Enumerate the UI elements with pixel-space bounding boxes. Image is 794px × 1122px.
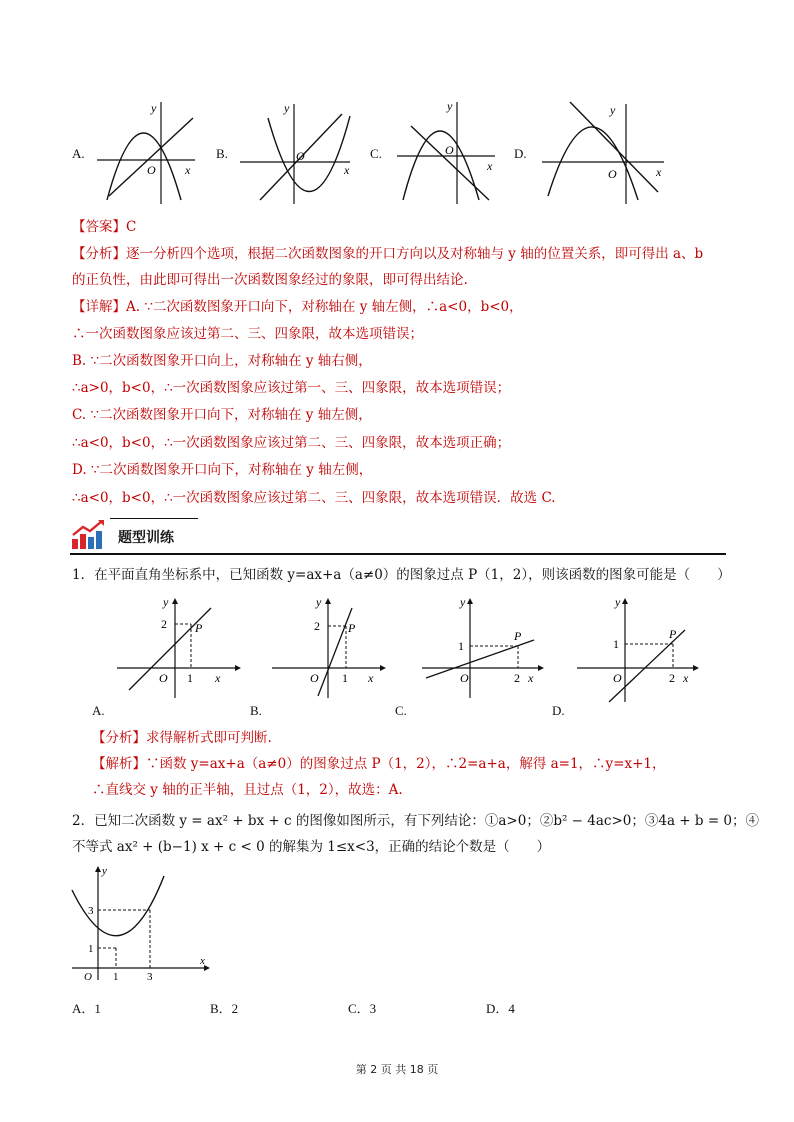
svg-text:2: 2 bbox=[314, 619, 320, 633]
svg-text:y: y bbox=[460, 595, 466, 609]
q2-choice-c[interactable]: C．3 bbox=[348, 1001, 377, 1016]
svg-text:x: x bbox=[487, 159, 493, 173]
option-b-label: B. bbox=[216, 146, 228, 161]
svg-text:y: y bbox=[610, 103, 616, 117]
parabola-curve bbox=[107, 133, 181, 200]
q1-solution-1: 【解析】∵函数 y=ax+a（a≠0）的图象过点 P（1，2），∴2=a+a，解得 a=1，∴y=x+1， bbox=[92, 756, 666, 772]
svg-text:2: 2 bbox=[161, 617, 167, 631]
q2-choice-d[interactable]: D．4 bbox=[486, 1001, 515, 1016]
analysis-line-1: 【分析】逐一分析四个选项，根据二次函数图象的开口方向以及对称轴与 y 轴的位置关系，即可得出 a、b bbox=[72, 246, 704, 262]
origin-label: O bbox=[147, 163, 156, 177]
q1-graph-c bbox=[420, 590, 550, 700]
svg-text:1: 1 bbox=[458, 639, 464, 653]
svg-text:P: P bbox=[348, 621, 356, 635]
analysis-line-2: 的正负性，由此即可得出一次函数图象经过的象限，即可得出结论. bbox=[72, 272, 468, 288]
svg-text:O: O bbox=[296, 149, 305, 163]
q1-solution-2: ∴直线交 y 轴的正半轴，且过点（1，2），故选：A. bbox=[92, 782, 403, 798]
svg-text:y: y bbox=[284, 101, 290, 115]
svg-text:y: y bbox=[102, 865, 107, 877]
detail-line-4: ∴a>0，b<0，∴一次函数图象应该过第一、三、四象限，故本选项错误； bbox=[72, 380, 511, 396]
page-footer: 第 2 页 共 18 页 bbox=[355, 1063, 439, 1076]
q1-graph-b bbox=[270, 590, 390, 700]
svg-text:x: x bbox=[656, 165, 662, 179]
q1-analysis: 【分析】求得解析式即可判断. bbox=[92, 730, 272, 746]
svg-text:1: 1 bbox=[613, 637, 619, 651]
svg-text:x: x bbox=[683, 671, 689, 685]
svg-text:P: P bbox=[195, 621, 203, 635]
svg-text:y: y bbox=[447, 99, 453, 113]
top-graph-a bbox=[95, 96, 205, 206]
svg-text:3: 3 bbox=[147, 971, 153, 982]
svg-text:2: 2 bbox=[669, 671, 675, 685]
svg-text:x: x bbox=[528, 671, 534, 685]
svg-text:y: y bbox=[316, 595, 322, 609]
detail-line-5: C. ∵二次函数图象开口向下，对称轴在 y 轴左侧， bbox=[72, 407, 372, 423]
q2-choice-a[interactable]: A．1 bbox=[72, 1001, 101, 1016]
svg-text:O: O bbox=[445, 143, 454, 157]
svg-text:2: 2 bbox=[514, 671, 520, 685]
top-graph-b bbox=[238, 96, 358, 206]
detail-line-6: ∴a<0，b<0，∴一次函数图象应该过第二、三、四象限，故本选项正确； bbox=[72, 435, 511, 451]
svg-text:3: 3 bbox=[88, 905, 94, 917]
detail-line-7: D. ∵二次函数图象开口向下，对称轴在 y 轴左侧， bbox=[72, 462, 373, 478]
q1-option-b[interactable]: B. bbox=[250, 703, 262, 718]
svg-text:O: O bbox=[159, 671, 168, 685]
q2-stem-1: 2．已知二次函数 y = ax² + bx + c 的图像如图所示，有下列结论：①a>0；②b² − 4ac>0；③4a + b = 0；④ bbox=[72, 813, 760, 829]
q1-stem: 1．在平面直角坐标系中，已知函数 y=ax+a（a≠0）的图象过点 P（1，2），则该函数的图象可能是（ ） bbox=[72, 567, 731, 583]
bar-chart-icon bbox=[70, 517, 110, 551]
top-graph-d bbox=[540, 96, 670, 206]
section-title: 题型训练 bbox=[118, 530, 174, 546]
detail-line-8: ∴a<0，b<0，∴一次函数图象应该过第二、三、四象限，故本选项错误．故选 C. bbox=[72, 490, 556, 506]
axis-y-label: y bbox=[151, 101, 157, 115]
svg-text:O: O bbox=[460, 671, 469, 685]
q1-graph-d bbox=[575, 590, 705, 710]
q1-option-d[interactable]: D. bbox=[552, 703, 565, 718]
svg-text:O: O bbox=[608, 167, 617, 181]
svg-text:O: O bbox=[613, 671, 622, 685]
svg-text:1: 1 bbox=[187, 671, 193, 685]
q1-option-a[interactable]: A. bbox=[92, 703, 105, 718]
q2-parabola-graph bbox=[68, 862, 218, 982]
svg-text:x: x bbox=[200, 955, 205, 967]
detail-line-3: B. ∵二次函数图象开口向上，对称轴在 y 轴右侧， bbox=[72, 353, 372, 369]
svg-text:y: y bbox=[163, 595, 169, 609]
svg-text:x: x bbox=[368, 671, 374, 685]
q1-graph-a bbox=[115, 590, 245, 700]
svg-text:1: 1 bbox=[88, 943, 94, 955]
section-divider bbox=[70, 553, 726, 555]
q1-option-c[interactable]: C. bbox=[395, 703, 407, 718]
detail-line-1: 【详解】A. ∵二次函数图象开口向下，对称轴在 y 轴左侧，∴a<0，b<0， bbox=[72, 299, 523, 315]
option-a-label: A. bbox=[72, 146, 85, 161]
top-graph-c bbox=[395, 96, 505, 206]
q2-choice-b[interactable]: B．2 bbox=[210, 1001, 239, 1016]
svg-text:P: P bbox=[514, 629, 522, 643]
axis-x-label: x bbox=[185, 163, 191, 177]
answer-line: 【答案】C bbox=[72, 219, 137, 235]
option-c-label: C. bbox=[370, 146, 382, 161]
option-d-label: D. bbox=[514, 146, 527, 161]
svg-text:O: O bbox=[310, 671, 319, 685]
svg-text:O: O bbox=[84, 971, 92, 982]
svg-text:x: x bbox=[215, 671, 221, 685]
q2-stem-2: 不等式 ax² + (b−1) x + c < 0 的解集为 1≤x<3，正确的结论个数是（ ） bbox=[72, 839, 551, 855]
svg-text:P: P bbox=[669, 627, 677, 641]
svg-text:1: 1 bbox=[113, 971, 119, 982]
svg-text:x: x bbox=[344, 163, 350, 177]
section-title-overline bbox=[110, 518, 198, 519]
svg-text:1: 1 bbox=[342, 671, 348, 685]
svg-text:y: y bbox=[615, 595, 621, 609]
detail-line-2: ∴一次函数图象应该过第二、三、四象限，故本选项错误； bbox=[72, 326, 423, 342]
